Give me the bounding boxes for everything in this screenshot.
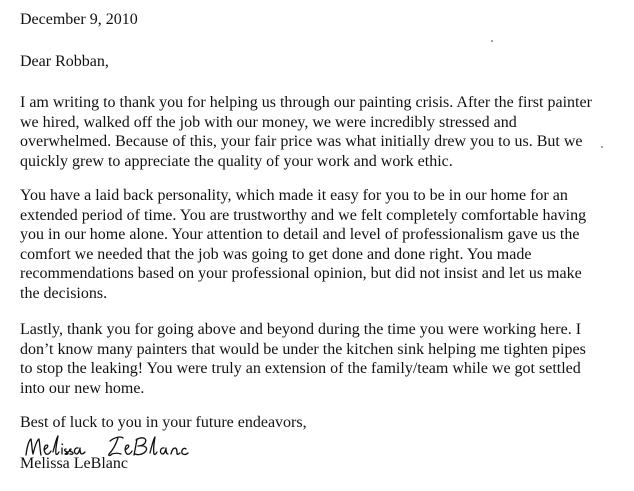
signer-name: Melissa LeBlanc	[20, 455, 128, 472]
paragraph-thanks	[20, 93, 592, 171]
paragraph-line: quickly grew to appreciate the quality of your work and work ethic.	[20, 152, 453, 170]
letter-greeting: Dear Robban,	[20, 53, 109, 70]
scan-speck	[601, 146, 603, 148]
paragraph-personality	[20, 186, 586, 303]
letter-date: December 9, 2010	[20, 11, 138, 28]
paragraph-line: we hired, walked off the job with our money, we were incredibly stressed and	[20, 113, 517, 131]
paragraph-line: into our new home.	[20, 379, 145, 397]
paragraph-line: You have a laid back personality, which made it easy for you to be in our home for an	[20, 187, 568, 204]
paragraph-line: I am writing to thank you for helping us through our painting crisis. After the first painter	[20, 94, 592, 111]
scan-speck	[491, 40, 493, 42]
paragraph-line: extended period of time. You are trustworthy and we felt completely comfortable having	[20, 206, 587, 224]
paragraph-line: don’t know many painters that would be under the kitchen sink helping me tighten pipes	[20, 340, 586, 358]
paragraph-line: to stop the leaking! You were truly an extension of the family/team while we got settled	[20, 360, 581, 377]
letter-closing: Best of luck to you in your future endeavors,	[20, 414, 307, 431]
paragraph-line: overwhelmed. Because of this, your fair price was what initially drew you to us. But we	[20, 133, 583, 150]
paragraph-line: recommendations based on your professional opinion, but did not insist and let us make	[20, 265, 582, 282]
paragraph-line: you in our home alone. Your attention to detail and level of professionalism gave us the	[20, 226, 580, 243]
paragraph-line: the decisions.	[20, 284, 108, 302]
paragraph-line: Lastly, thank you for going above and beyond during the time you were working here. I	[20, 321, 582, 338]
paragraph-above-and-beyond	[20, 320, 586, 398]
paragraph-line: comfort we needed that the job was going to get done and done right. You made	[20, 245, 532, 263]
